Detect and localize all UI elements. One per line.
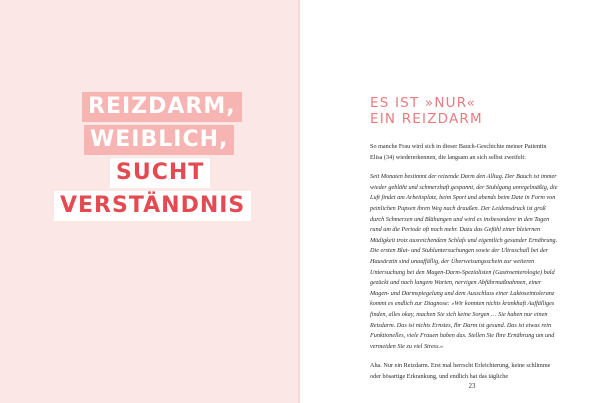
chapter-title-line-4: VERSTÄNDNIS	[54, 191, 251, 221]
closing-paragraph: Aha. Nur ein Reizdarm. Erst mal herrscht Erleichterung, keine schlimme oder bösartige Erkrankung, und endlich hat das tägliche	[370, 362, 551, 380]
body-text	[370, 142, 560, 391]
chapter-title-line-2: WEIBLICH,	[84, 125, 234, 155]
section-heading	[370, 95, 570, 127]
chapter-title-line-1: REIZDARM,	[82, 92, 242, 122]
section-heading-line-1: ES IST »NUR«	[370, 95, 477, 111]
intro-paragraph: So manche Frau wird sich in dieser Bauch-Geschichte meiner Patientin Elisa (34) wiedererkennen, die langsam an sich selbst zweifelt:	[370, 143, 547, 161]
chapter-title-line-3: SUCHT	[110, 158, 210, 188]
section-heading-line-2: EIN REIZDARM	[370, 111, 483, 127]
patient-story-paragraph: Seit Monaten bestimmt der reizende Darm den Alltag. Der Bauch ist immer wieder gebläht und schmerzhaft gespannt, der Stuhlgang unregelmäßig, die Luft findet am Arbeitsplatz, beim Sport und abends beim Date in Form von peinlichen Pupsen ihren Weg nach draußen. Der Leidensdruck ist groß durch Schmerzen und Blähungen und wird es insbesondere in den Tagen rund um die Periode oft noch mehr. Dazu das Gefühl einer bleiernen Müdigkeit trotz ausreichendem Schlafs und eigentlich gesunder Ernährung. Die ersten Blut- und Stuhluntersuchungen sowie der Ultraschall bei der Hausärztin sind unauffällig, der Überweisungsschein zur weiteren Untersuchung bei den Magen-Darm-Spezialisten (Gastroenterologie) bald gezückt und nach langem Warten, nervigen Abführmaßnahmen, einer Magen- und Darmspiegelung und dem Ausschluss einer Laktoseintoleranz kommt es endlich zur Diagnose: »Wir konnten nichts krankhaft Auffälliges finden, alles okay, machen Sie sich keine Sorgen … Sie haben nur einen Reizdarm. Das ist nichts Ernstes, Ihr Darm ist gesund. Das ist etwas rein Funktionelles, viele Frauen haben das. Stellen Sie Ihre Ernährung um und vermeiden Sie zu viel Stress.«	[370, 173, 558, 350]
chapter-title	[48, 92, 298, 224]
right-page	[300, 0, 600, 403]
page-number: 23	[468, 382, 476, 390]
